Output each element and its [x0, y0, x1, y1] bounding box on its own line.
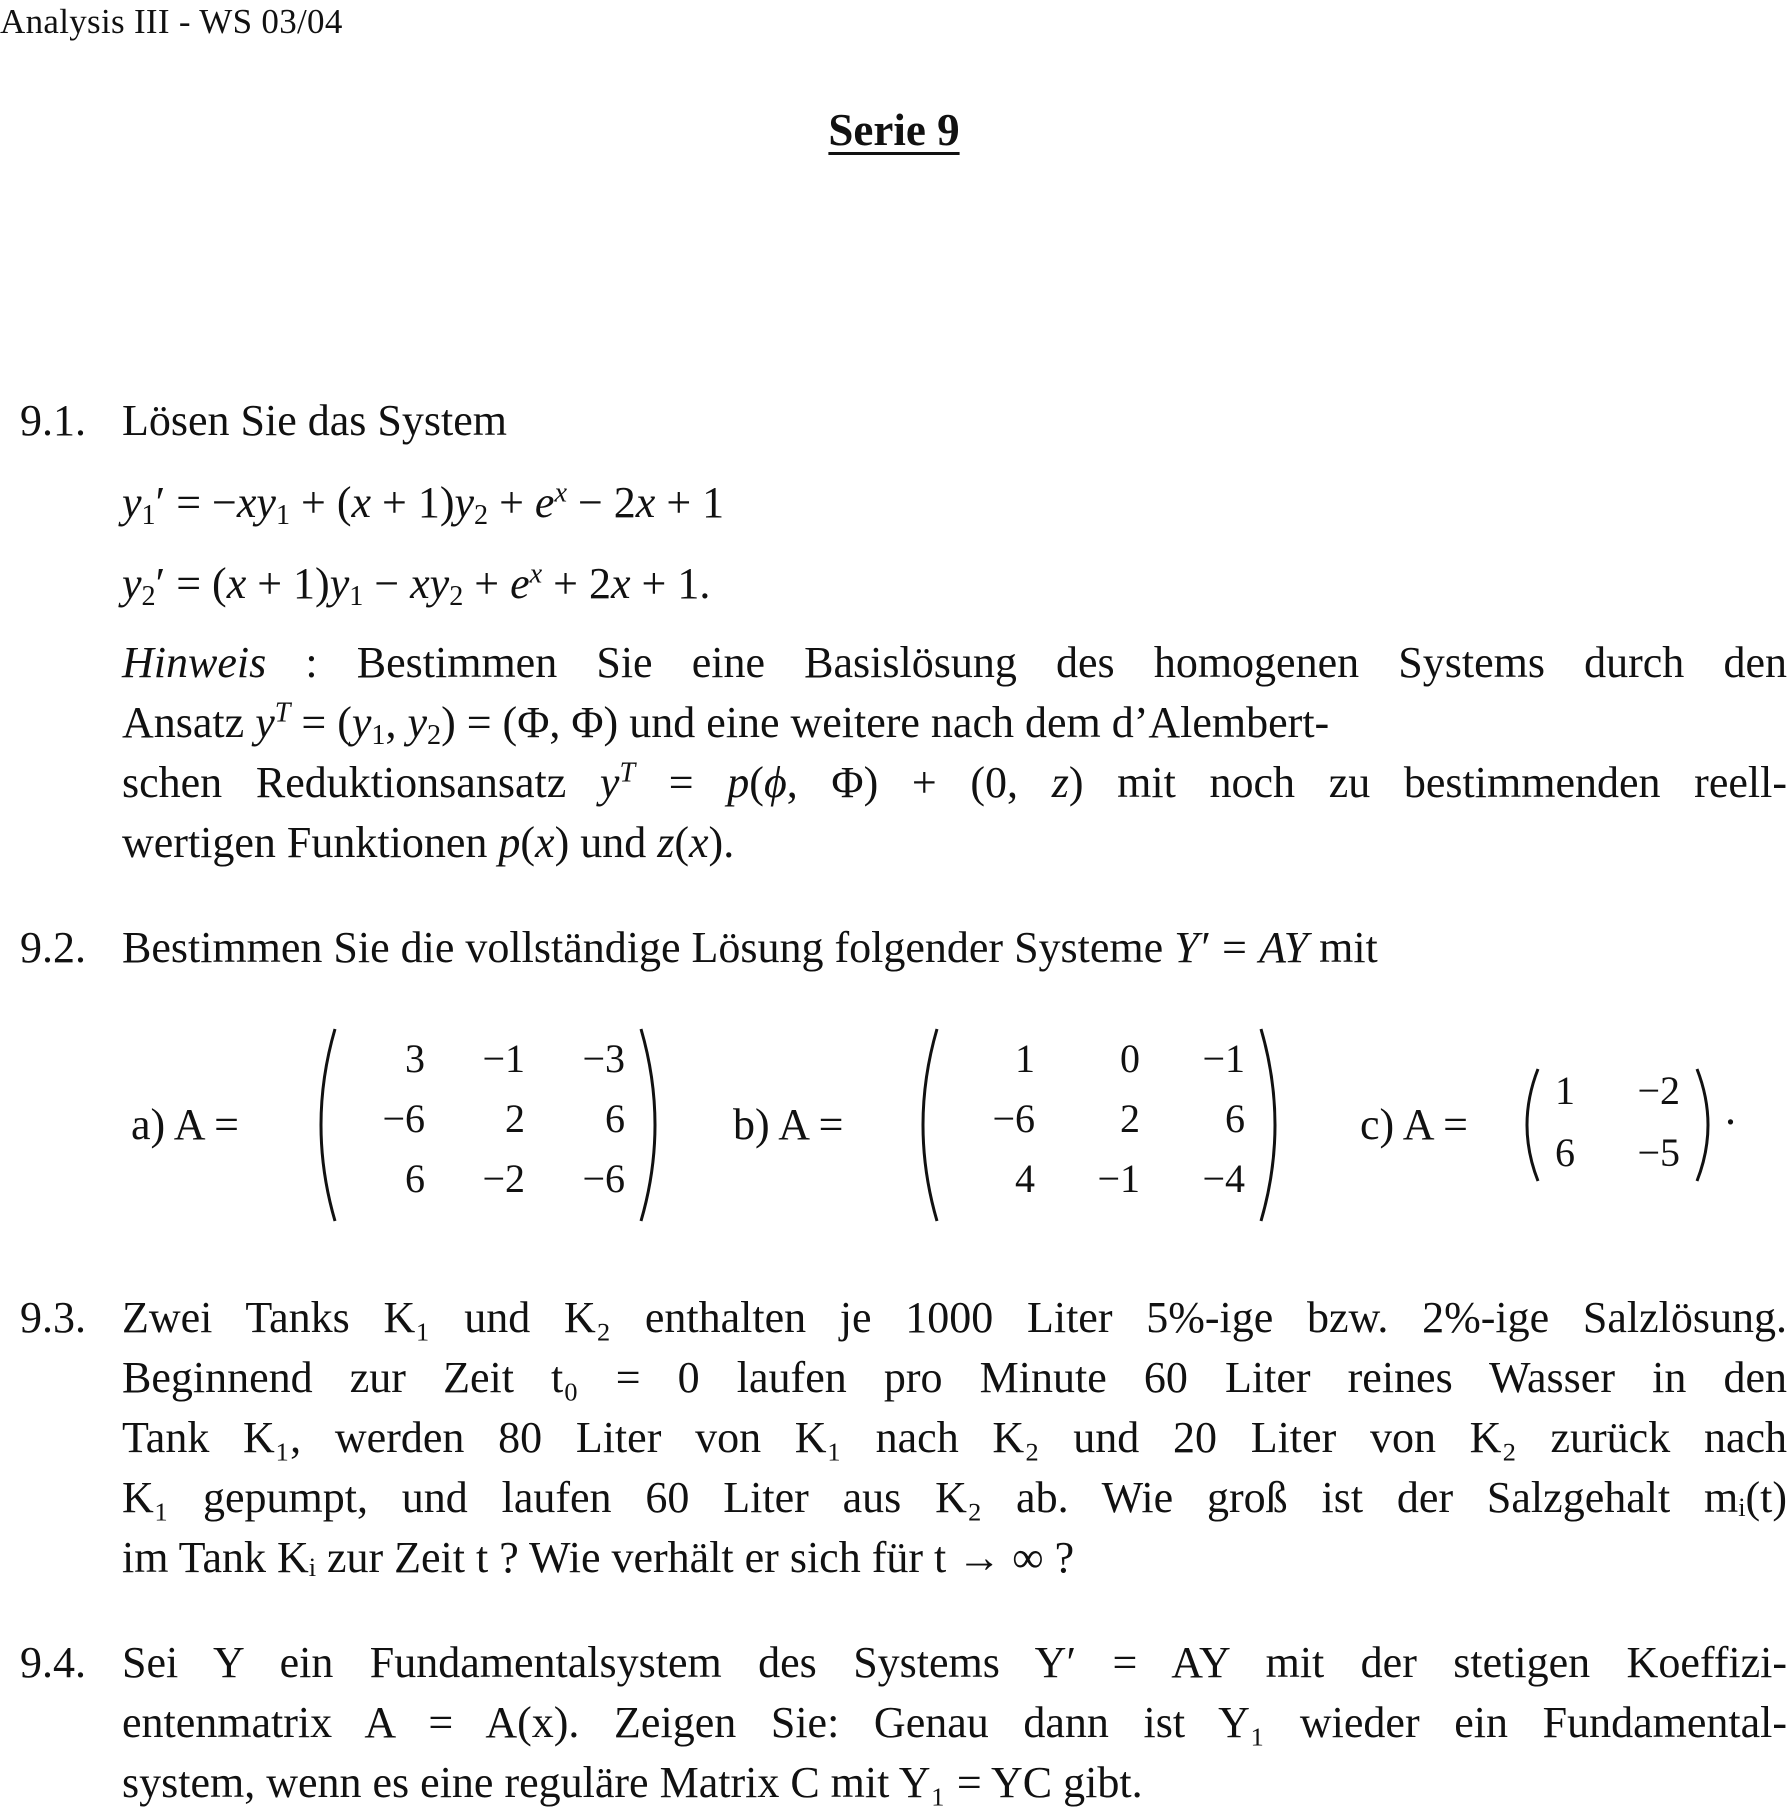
- matrix-cell: 1: [1555, 1068, 1575, 1113]
- problem-number-9-1: 9.1.: [20, 396, 86, 445]
- matrix-cell: −1: [482, 1036, 525, 1081]
- matrix-c-right-paren: [1691, 1065, 1725, 1185]
- matrix-b-label: b) A =: [733, 1100, 844, 1149]
- matrix-cell: −6: [382, 1096, 425, 1141]
- problem-9-4-line-1: Sei Y ein Fundamentalsystem des Systems Y′ = AY mit der stetigen Koeffizi-: [122, 1638, 1787, 1687]
- problem-9-4-line-2: entenmatrix A = A(x). Zeigen Sie: Genau dann ist Y₁ wieder ein Fundamental-: [122, 1698, 1787, 1747]
- matrix-cell: 0: [1120, 1036, 1140, 1081]
- course-header: Analysis III - WS 03/04: [0, 2, 343, 41]
- matrix-cell: −1: [1097, 1156, 1140, 1201]
- matrix-cell: 3: [405, 1036, 425, 1081]
- matrix-cell: −4: [1202, 1156, 1245, 1201]
- matrix-cell: 4: [1015, 1156, 1035, 1201]
- matrix-b-right-paren: [1255, 1025, 1295, 1225]
- page-title: Serie 9: [828, 105, 960, 155]
- matrix-cell: −3: [582, 1036, 625, 1081]
- matrix-cell: −2: [482, 1156, 525, 1201]
- problem-9-3-line-3: Tank K₁, werden 80 Liter von K₁ nach K₂ und 20 Liter von K₂ zurück nach: [122, 1413, 1787, 1462]
- matrix-cell: −6: [992, 1096, 1035, 1141]
- hint-line-2: Ansatz $y^T = (y_1$, $y_2) = (\Phi$, Φ) und eine weitere nach dem d’Alembert-: [122, 697, 1330, 752]
- matrix-cell: −5: [1637, 1130, 1680, 1175]
- matrix-cell: 2: [505, 1096, 525, 1141]
- equation-1: $y_1' = -xy_1 + (x + 1)y_2 + e^x - 2x + 1$: [122, 477, 725, 532]
- matrix-cell: 6: [605, 1096, 625, 1141]
- hint-line-1: Hinweis : Bestimmen Sie eine Basislösung des homogenen Systems durch den: [122, 638, 1787, 687]
- hint-line-3: schen Reduktionsansatz $y^T = p(\phi$, Φ) + (0, z) mit noch zu bestimmenden reell-: [122, 757, 1787, 807]
- equation-2: $y_2' = (x + 1)y_1 - xy_2 + e^x + 2x + 1$.: [122, 558, 711, 613]
- matrices-row: [125, 1025, 1765, 1225]
- matrix-a-label: a) A =: [131, 1100, 239, 1149]
- matrix-c-label: c) A =: [1360, 1100, 1468, 1149]
- problem-9-1-intro: Lösen Sie das System: [122, 396, 507, 445]
- matrix-a-right-paren: [635, 1025, 675, 1225]
- matrix-cell: −2: [1637, 1068, 1680, 1113]
- matrix-cell: 6: [1225, 1096, 1245, 1141]
- problem-9-3-line-4: K₁ gepumpt, und laufen 60 Liter aus K₂ ab. Wie groß ist der Salzgehalt mᵢ(t): [122, 1473, 1787, 1522]
- matrix-cell: 6: [1555, 1130, 1575, 1175]
- problem-9-3-line-5: im Tank Kᵢ zur Zeit t ? Wie verhält er sich für t → ∞ ?: [122, 1533, 1075, 1582]
- hint-line-4: wertigen Funktionen p(x) und z(x).: [122, 818, 735, 867]
- matrix-cell: 2: [1120, 1096, 1140, 1141]
- problem-number-9-3: 9.3.: [20, 1293, 86, 1342]
- problem-9-3-line-1: Zwei Tanks K₁ und K₂ enthalten je 1000 Liter 5%-ige bzw. 2%-ige Salzlösung.: [122, 1293, 1787, 1342]
- problem-number-9-4: 9.4.: [20, 1638, 86, 1687]
- problem-9-4-line-3: system, wenn es eine reguläre Matrix C mit Y₁ = YC gibt.: [122, 1758, 1143, 1807]
- matrix-cell: −1: [1202, 1036, 1245, 1081]
- problem-number-9-2: 9.2.: [20, 923, 86, 972]
- matrix-cell: 1: [1015, 1036, 1035, 1081]
- hint-label: Hinweis: [122, 638, 267, 687]
- matrix-end-mark: .: [1725, 1085, 1736, 1134]
- problem-9-2-text: Bestimmen Sie die vollständige Lösung folgender Systeme Y′ = AY mit: [122, 923, 1378, 972]
- matrix-cell: −6: [582, 1156, 625, 1201]
- matrix-cell: 6: [405, 1156, 425, 1201]
- problem-9-3-line-2: Beginnend zur Zeit t₀ = 0 laufen pro Minute 60 Liter reines Wasser in den: [122, 1353, 1787, 1402]
